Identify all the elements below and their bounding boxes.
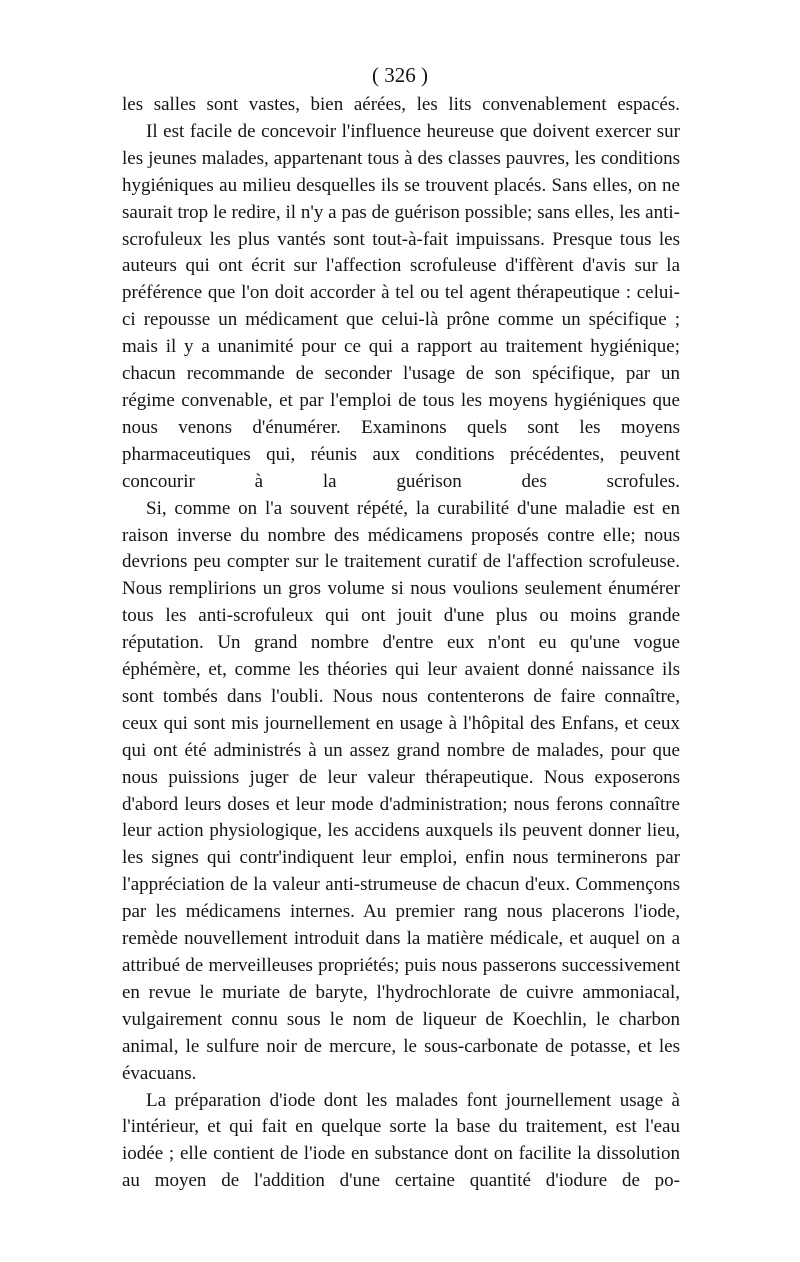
paragraph-continuation: les salles sont vastes, bien aérées, les lits convenablement espacés. <box>122 94 680 115</box>
page-number: ( 326 ) <box>372 63 428 87</box>
paragraph-hygiene: Il est facile de concevoir l'influence heureuse que doivent exercer sur les jeunes malades, appartenant tous à des classes pauvres, les conditions hygiéniques au milieu desquelles ils se trouvent placés. Sans elles, on ne saurait trop le redire, il n'y a pas de guérison possible; sans elles, les anti-scrofuleux les plus vantés sont tout-à-fait impuissans. Presque tous les auteurs qui ont écrit sur l'affection scrofuleuse d'iffèrent d'avis sur la préférence que l'on doit accorder à tel ou tel agent thérapeutique : celui-ci repousse un médicament que celui-là prône comme un spécifique ; mais il y a unanimité pour ce qui a rapport au traitement hygiénique; chacun recommande de seconder l'usage de son spécifique, par un régime convenable, et par l'emploi de tous les moyens hygiéniques que nous venons d'énumérer. Examinons quels sont les moyens pharmaceutiques qui, réunis aux conditions précédentes, peuvent concourir à la guérison des scrofules. <box>122 120 680 492</box>
body-text <box>122 92 680 1195</box>
paragraph-iode: La préparation d'iode dont les malades font journellement usage à l'intérieur, et qui fait en quelque sorte la base du traitement, est l'eau iodée ; elle contient de l'iode en substance dont on facilite la dissolution au moyen de l'addition d'une certaine quantité d'iodure de po- <box>122 1089 680 1192</box>
paragraph-medicaments: Si, comme on l'a souvent répété, la curabilité d'une maladie est en raison inverse du nombre des médicamens proposés contre elle; nous devrions peu compter sur le traitement curatif de l'affection scrofuleuse. Nous remplirions un gros volume si nous voulions seulement énumérer tous les anti-scrofuleux qui ont jouit d'une plus ou moins grande réputation. Un grand nombre d'entre eux n'ont eu qu'une vogue éphémère, et, comme les théories qui leur avaient donné naissance ils sont tombés dans l'oubli. Nous nous contenterons de faire connaître, ceux qui sont mis journellement en usage à l'hôpital des Enfans, et ceux qui ont été administrés à un assez grand nombre de malades, pour que nous puissions juger de leur valeur thérapeutique. Nous exposerons d'abord leurs doses et leur mode d'administration; nous ferons connaître leur action physiologique, les accidens auxquels ils peuvent donner lieu, les signes qui contr'indiquent leur emploi, enfin nous terminerons par l'appréciation de la valeur anti-strumeuse de chacun d'eux. Commençons par les médicamens internes. Au premier rang nous placerons l'iode, remède nouvellement introduit dans la matière médicale, et auquel on a attribué de merveilleuses propriétés; puis nous passerons successivement en revue le muriate de baryte, l'hydrochlorate de cuivre ammoniacal, vulgairement connu sous le nom de liqueur de Koechlin, le charbon animal, le sulfure noir de mercure, le sous-carbonate de potasse, et les évacuans. <box>122 497 680 1084</box>
